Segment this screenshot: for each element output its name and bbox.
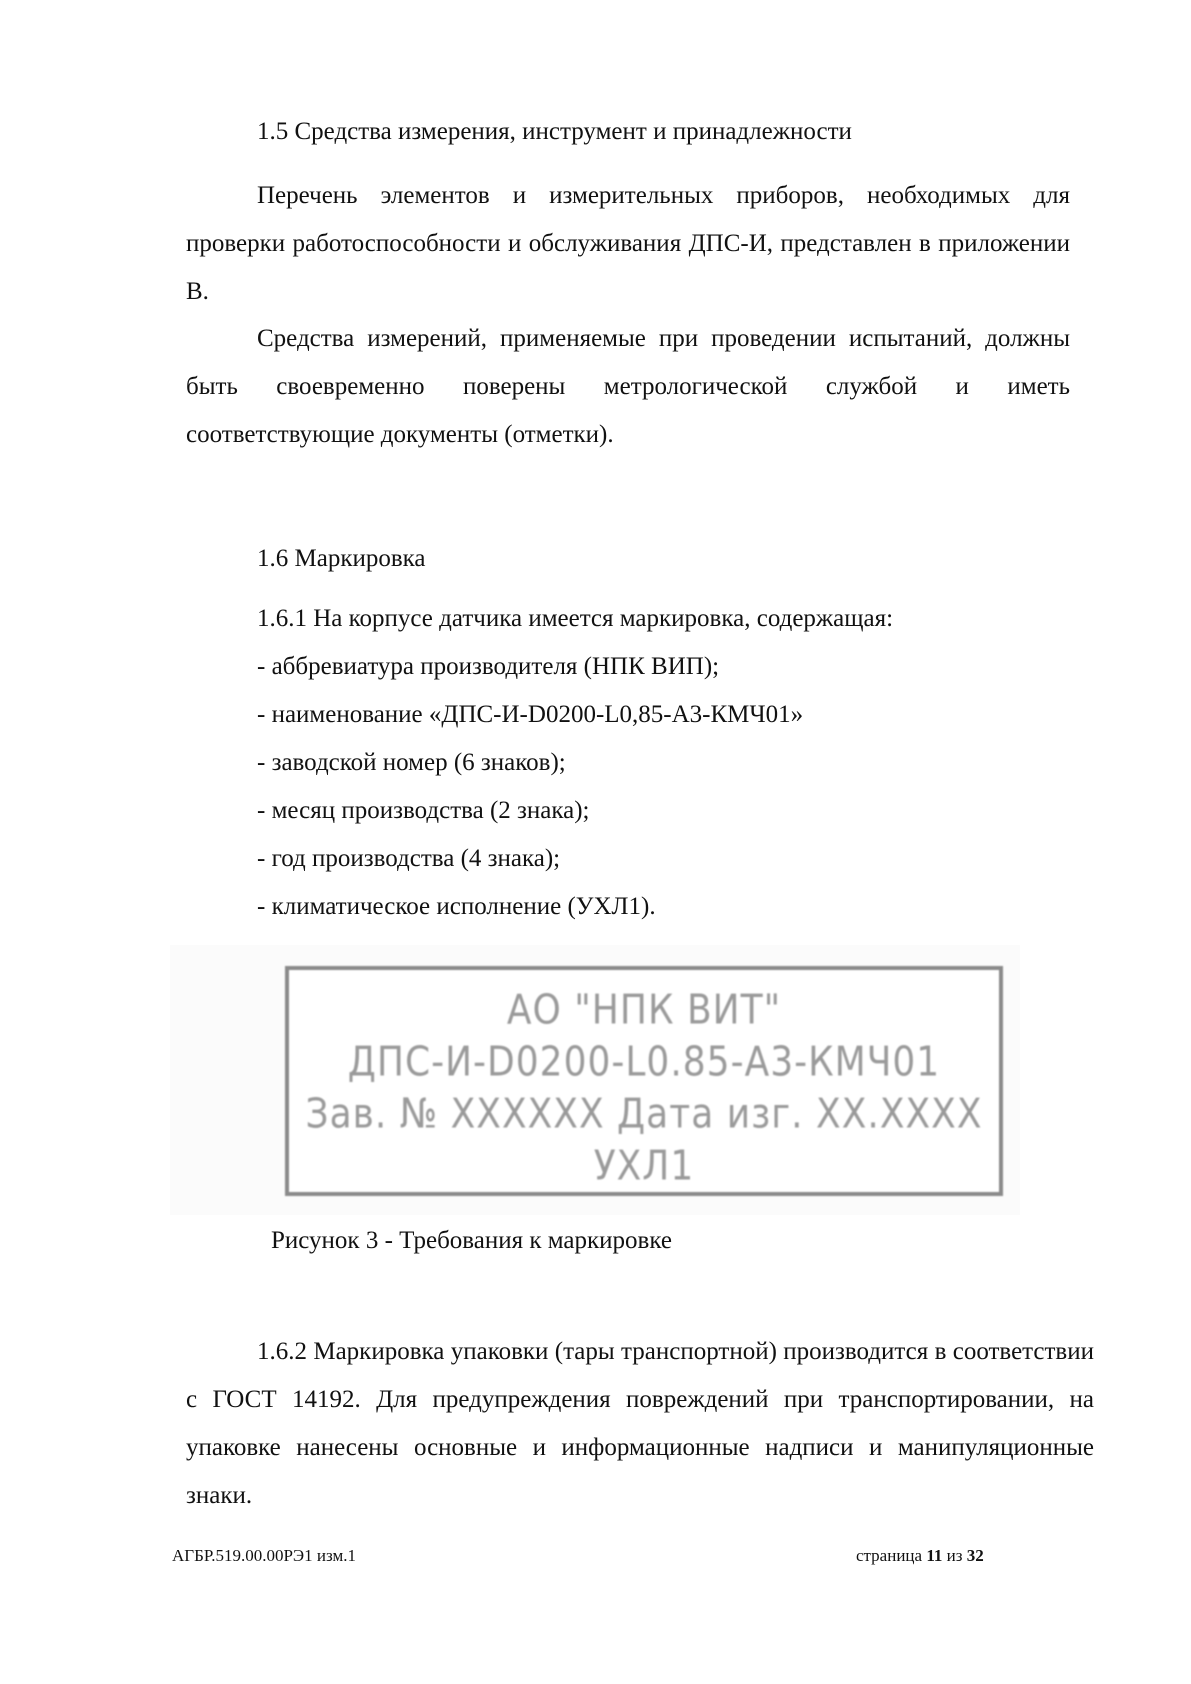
list-item: - наименование «ДПС-И-D0200-L0,85-А3-КМЧ01» bbox=[257, 701, 804, 728]
footer-page-number: страница 11 из 32 bbox=[856, 1546, 984, 1565]
list-item: - месяц производства (2 знака); bbox=[257, 797, 590, 824]
section-heading-1-6: 1.6 Маркировка bbox=[257, 545, 426, 572]
section-heading-1-5: 1.5 Средства измерения, инструмент и принадлежности bbox=[257, 118, 852, 145]
list-item: - год производства (4 знака); bbox=[257, 845, 561, 872]
paragraph-1-6-2: 1.6.2 Маркировка упаковки (тары транспортной) производится в соответствии с ГОСТ 14192. Для предупреждения повреждений при транспортировании, на упаковке нанесены основные и информационные надписи и манипуляционные знаки. bbox=[186, 1338, 1094, 1509]
label-line-manufacturer: АО "НПК ВИТ" bbox=[506, 986, 782, 1035]
list-item: - заводской номер (6 знаков); bbox=[257, 749, 566, 776]
paragraph-verification: Средства измерений, применяемые при проведении испытаний, должны быть своевременно поверены метрологической службой и иметь соответствующие документы (отметки). bbox=[186, 325, 1070, 448]
label-line-serial-date: Зав. № XXXXXX Дата изг. XX.XXXX bbox=[305, 1090, 983, 1139]
footer-doc-code: АГБР.519.00.00РЭ1 изм.1 bbox=[172, 1546, 356, 1565]
item-1-6-1: 1.6.1 На корпусе датчика имеется маркировка, содержащая: bbox=[257, 605, 894, 632]
list-item: - климатическое исполнение (УХЛ1). bbox=[257, 893, 656, 920]
label-line-climate: УХЛ1 bbox=[593, 1142, 695, 1191]
figure-caption: Рисунок 3 - Требования к маркировке bbox=[271, 1227, 672, 1254]
label-line-model: ДПС-И-D0200-L0.85-А3-КМЧ01 bbox=[347, 1038, 941, 1087]
list-item: - аббревиатура производителя (НПК ВИП); bbox=[257, 653, 720, 680]
marking-label-figure bbox=[285, 966, 1003, 1196]
paragraph-instruments-list: Перечень элементов и измерительных приборов, необходимых для проверки работоспособности и обслуживания ДПС-И, представлен в приложении В. bbox=[186, 182, 1070, 305]
